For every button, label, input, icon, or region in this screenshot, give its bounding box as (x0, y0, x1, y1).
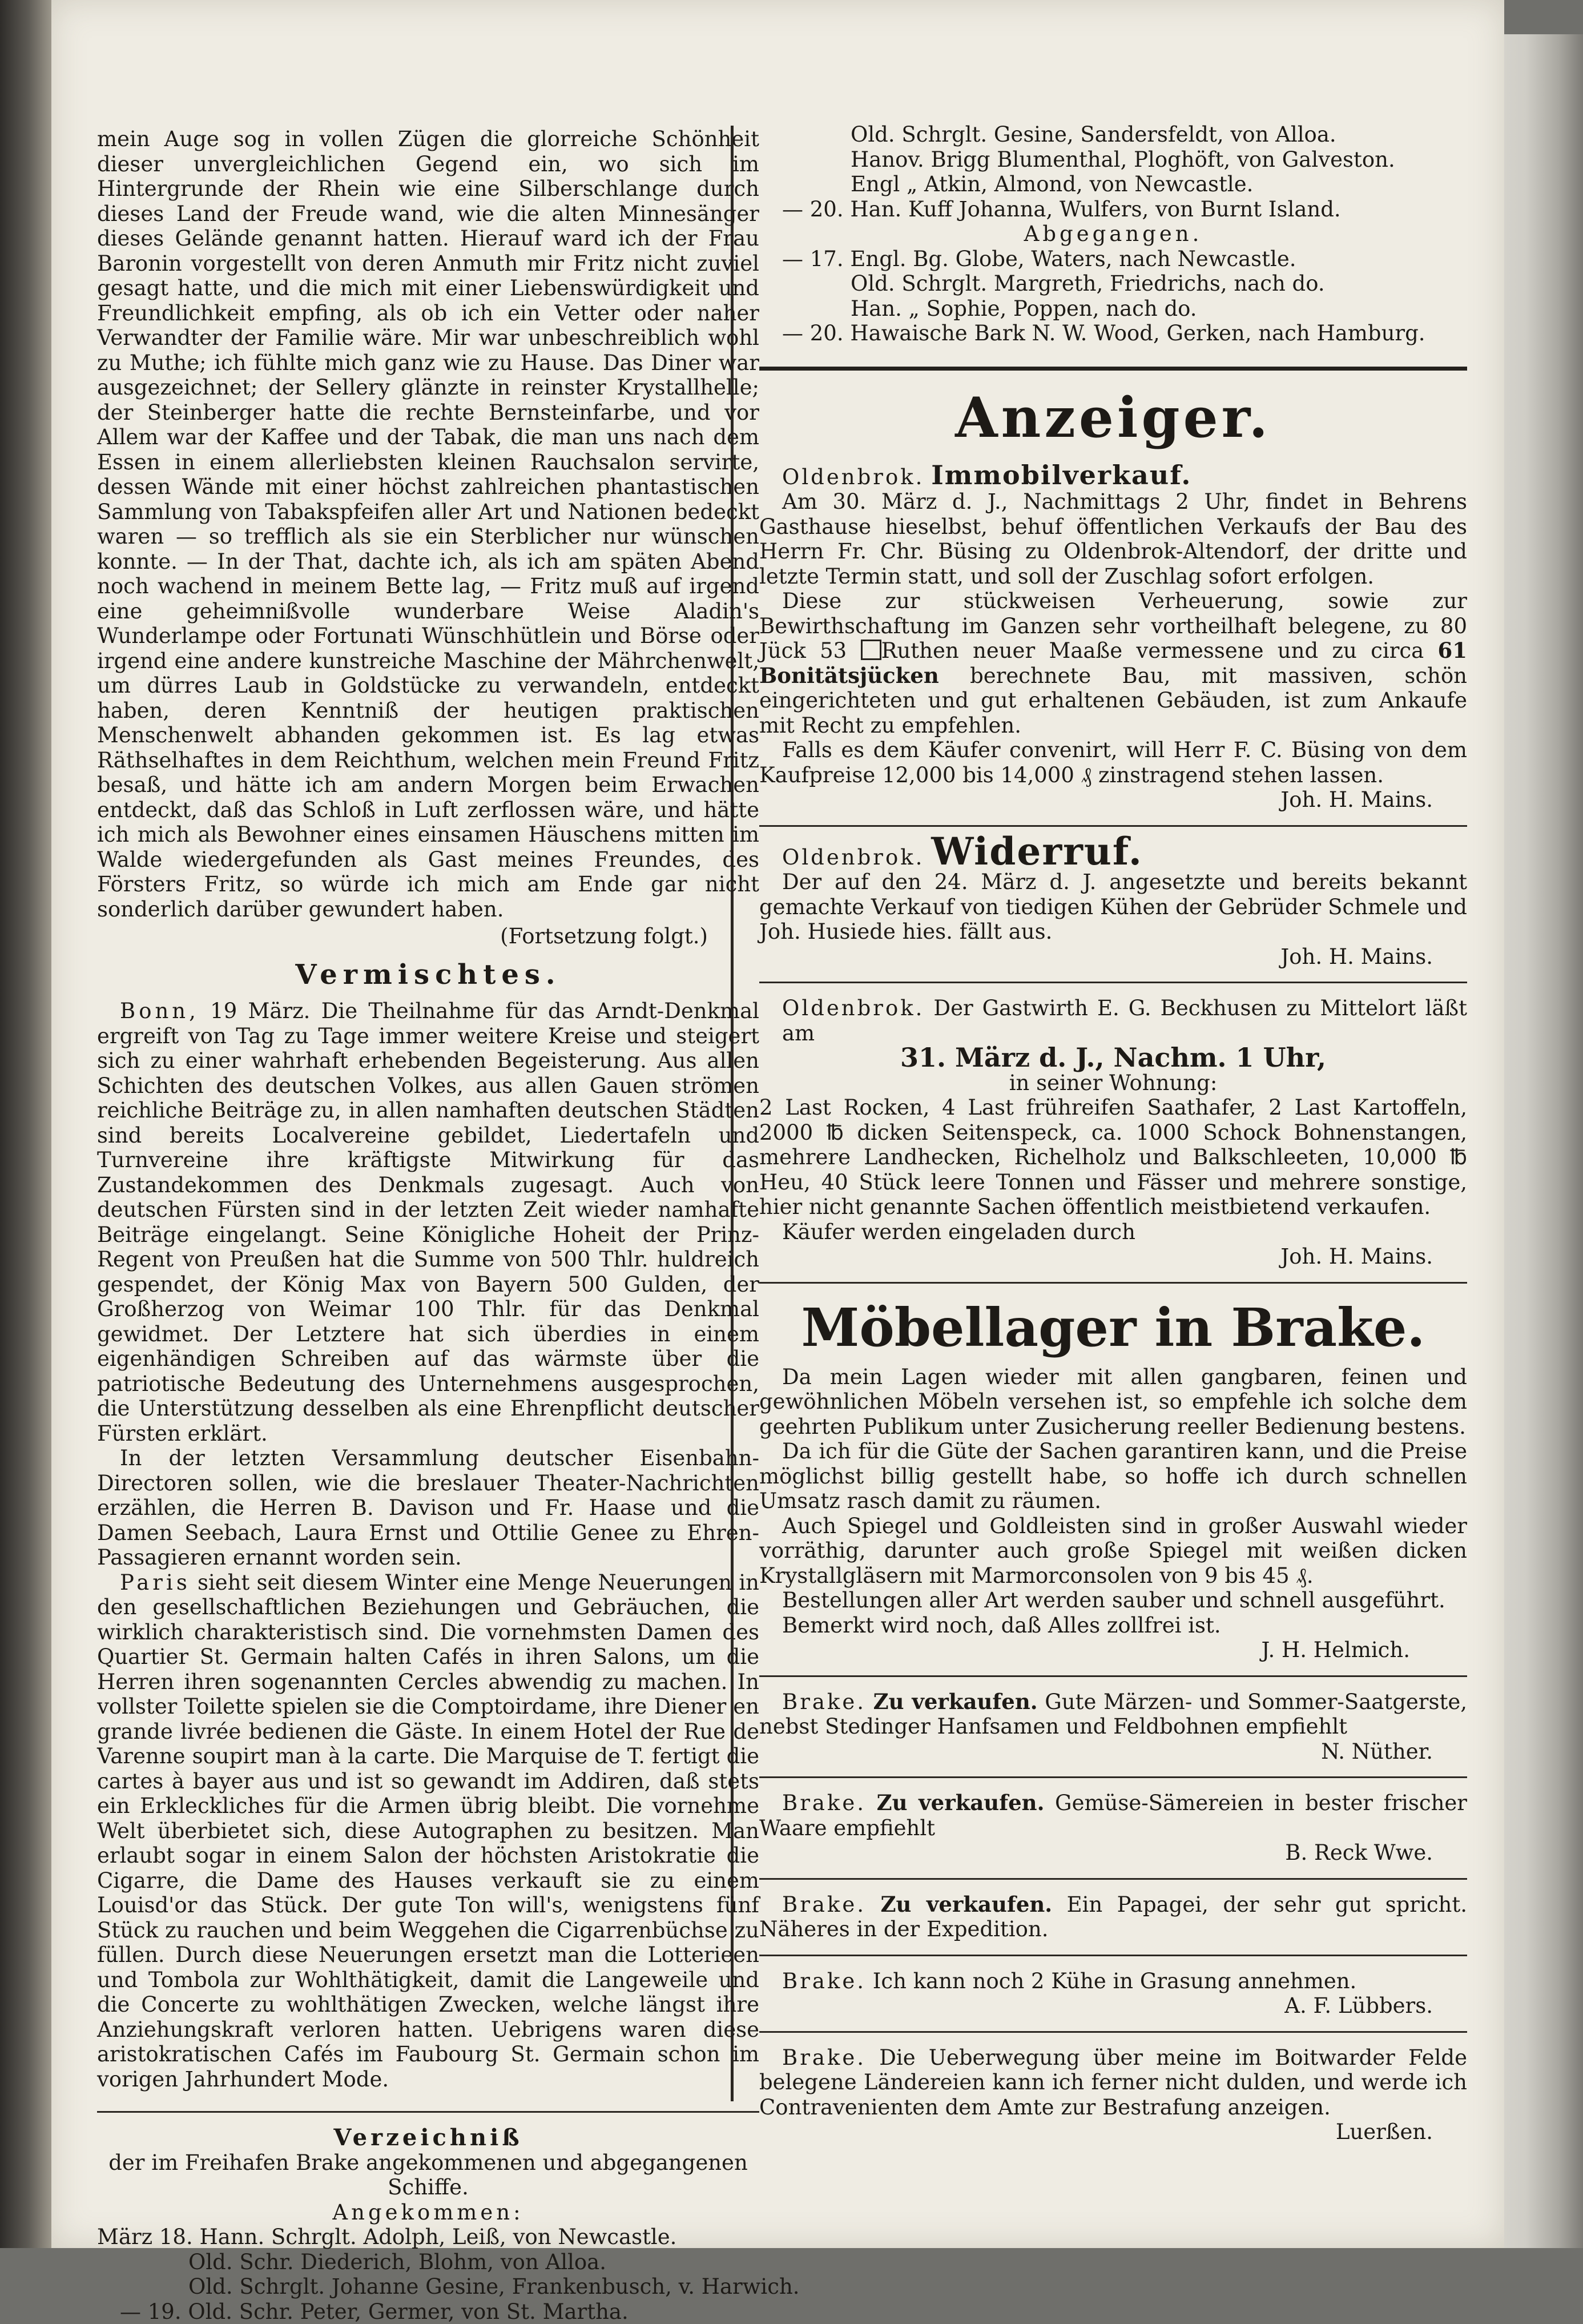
ship-entry: März 18. Hann. Schrglt. Adolph, Leiß, von Newcastle. (97, 2225, 759, 2250)
ad-widerruf (759, 839, 1467, 970)
ship-entry: — 20. Han. Kuff Johanna, Wulfers, von Burnt Island. (759, 197, 1467, 222)
ad-text-part: Die Ueberwegung über meine im Boitwarder Felde belegene Ländereien kann ich ferner nicht dulden, und werde ich Contravenienten dem Amte zur Bestrafung anzeigen. (759, 2045, 1467, 2120)
ad-title: Zu verkaufen. (880, 1892, 1052, 1917)
ad-text: Bemerkt wird noch, daß Alles zollfrei ist. (759, 1613, 1467, 1638)
continuation-note: (Fortsetzung folgt.) (97, 924, 759, 949)
ad-furniture (759, 1296, 1467, 1663)
heavy-rule (759, 367, 1467, 371)
ship-entry: — 17. Engl. Bg. Globe, Waters, nach Newcastle. (759, 247, 1467, 272)
ad-rule (759, 1878, 1467, 1880)
ad-text: Auch Spiegel und Goldleisten sind in großer Auswahl wieder vorräthig, darunter auch große Spiegel mit weißen dicken Krystallgläsern mit Marmorconsolen von 9 bis 45 ₰. (759, 1514, 1467, 1589)
ad-place: Oldenbrok. (782, 996, 924, 1020)
furniture-heading: Möbellager in Brake. (759, 1296, 1467, 1359)
departed-label: Abgegangen. (759, 222, 1467, 247)
story-paragraph: mein Auge sog in vollen Zügen die glorreiche Schönheit dieser unvergleichlichen Gegend ein, wo sich im Hintergrunde der Rhein wie eine Silberschlange durch dieses Land der Freude wand, wie die alten Minnesänger dieses Gelände genannt hatten. Hierauf ward ich der Frau Baronin vorgestellt von deren Anmuth mir Fritz nicht zuviel gesagt hatte, und die mich mit einer Liebenswürdigkeit und Freundlichkeit empfing, als ob ich ein Vetter oder naher Verwandter der Familie wäre. Mir war unbeschreiblich wohl zu Muthe; ich fühlte mich ganz wie zu Hause. Das Diner war ausgezeichnet; der Sellery glänzte in reinster Krystallhelle; der Steinberger hatte die rechte Bernsteinfarbe, und vor Allem war der Kaffee und der Tabak, die man uns nach dem Essen in einem allerliebsten kleinen Rauchsalon servirte, dessen Wände mit einer höchst zahlreichen phantastischen Sammlung von Tabakspfeifen aller Art und Nationen bedeckt waren — so trefflich als sie ein Sterblicher nur wünschen konnte. — In der That, dachte ich, als ich am späten Abend noch wachend in meinem Bette lag, — Fritz muß auf irgend eine geheimnißvolle wunderbare Weise Aladin's Wunderlampe oder Fortunati Wünschhütlein und Börse oder irgend eine andere kunstreiche Maschine der Mährchenwelt, um dürres Laub in Goldstücke zu verwandeln, entdeckt haben, deren Kenntniß der heutigen praktischen Menschenwelt abhanden gekommen ist. Es lag etwas Räthselhaftes in dem Reichthum, welchen mein Freund Fritz besaß, und hätte ich am andern Morgen beim Erwachen entdeckt, daß das Schloß in Luft zerflossen wäre, und hätte ich mich als Bewohner eines einsamen Häuschens mitten im Walde wiedergefunden als Gast meines Freundes, des Försters Fritz, so würde ich mich am Ende gar nicht sonderlich darüber gewundert haben. (97, 127, 759, 922)
misc-heading: Vermischtes. (97, 963, 759, 988)
ad-text: Der auf den 24. März d. J. angesetzte und bereits bekannt gemachte Verkauf von tiedigen Kühen der Gebrüder Schmele und Joh. Husiede hies. fällt aus. (759, 870, 1467, 944)
ad-signature: Joh. H. Mains. (759, 1244, 1467, 1269)
bonn-text: 19 März. Die Theilnahme für das Arndt-Denkmal ergreift von Tag zu Tage immer weitere Kreise und steigert sich zu einer wahrhaft erhebenden Begeisterung. Aus allen Schichten des deutschen Volkes, aus allen Gauen strömen reichliche Beiträge zu, in allen namhaften deutschen Städten sind bereits Localvereine gebildet, Liedertafeln und Turnvereine ihre kräftigste Mitwirkung für das Zustandekommen des Denkmals zugesagt. Auch von deutschen Fürsten sind in der letzten Zeit wieder namhafte Beiträge eingelangt. Seine Königliche Hoheit der Prinz-Regent von Preußen hat die Summe von 500 Thlr. huldreich gespendet, der König Max von Bayern 500 Gulden, der Großherzog von Weimar 100 Thlr. für das Denkmal gewidmet. Der Letztere hat sich überdies in einem eigenhändigen Schreiben auf das wärmste über die patriotische Bedeutung des Unternehmens ausgesprochen, die Unterstützung desselben als eine Ehrenpflicht deutscher Fürsten erklärt. (97, 999, 759, 1446)
auction-location: in seiner Wohnung: (759, 1071, 1467, 1096)
ship-entry: Old. Schr. Diederich, Blohm, von Alloa. (97, 2250, 759, 2275)
ship-entry: Old. Schrglt. Gesine, Sandersfeldt, von Alloa. (759, 122, 1467, 147)
ad-signature: N. Nüther. (759, 1739, 1467, 1764)
ad-signature: B. Reck Wwe. (759, 1840, 1467, 1865)
ship-entry: Han. „ Sophie, Poppen, nach do. (759, 296, 1467, 321)
paris-article (97, 1570, 759, 2092)
left-column (97, 127, 759, 2324)
ad-signature: A. F. Lübbers. (759, 1993, 1467, 2019)
ad-text-part: Ruthen neuer Maaße vermessene und zu circa (881, 638, 1424, 663)
book-spine (0, 0, 51, 2248)
ad-auction (759, 996, 1467, 1269)
newspaper-page (51, 0, 1504, 2248)
ad-rule (759, 2031, 1467, 2033)
ad-title: Immobilverkauf. (931, 460, 1191, 490)
ship-entry: Engl „ Atkin, Almond, von Newcastle. (759, 172, 1467, 197)
ad-text (759, 589, 1467, 738)
ad-cows (759, 1969, 1467, 2019)
bonn-place: Bonn, (120, 999, 199, 1023)
ad-rule (759, 1955, 1467, 1956)
ad-rule (759, 1675, 1467, 1677)
ad-title: Zu verkaufen. (877, 1790, 1045, 1815)
ship-entry: Old. Schrglt. Johanne Gesine, Frankenbusch, v. Harwich. (97, 2274, 759, 2299)
ships-title: Verzeichniß (97, 2125, 759, 2150)
ad-text-part: Gute Märzen- und Sommer-Saatgerste, nebst Stedinger Hanfsamen und Feldbohnen empfiehlt (759, 1690, 1467, 1739)
ship-entry: — 19. Old. Schr. Peter, Germer, von St. Martha. (97, 2299, 759, 2324)
ship-entry: Hanov. Brigg Blumenthal, Ploghöft, von Galveston. (759, 147, 1467, 172)
ad-place: Brake. (782, 2045, 866, 2070)
ad-place: Oldenbrok. (782, 465, 924, 489)
ship-entry: Old. Schrglt. Margreth, Friedrichs, nach do. (759, 271, 1467, 296)
ad-text: Da mein Lagen wieder mit allen gangbaren, feinen und gewöhnlichen Möbeln versehen ist, so empfehle ich solche dem geehrten Publikum unter Zusicherung reeller Bedienung bestens. (759, 1365, 1467, 1440)
ad-sale-vegetables (759, 1791, 1467, 1865)
ad-place: Oldenbrok. (782, 845, 924, 870)
bonn-article (97, 999, 759, 1446)
ad-title: Zu verkaufen. (873, 1689, 1038, 1714)
ad-text: Am 30. März d. J., Nachmittags 2 Uhr, findet in Behrens Gasthause hieselbst, behuf öffentlichen Verkaufs der Bau des Herrn Fr. Chr. Büsing zu Oldenbrok-Altendorf, der dritte und letzte Termin statt, und soll der Zuschlag sofort erfolgen. (759, 489, 1467, 589)
paris-text: sieht seit diesem Winter eine Menge Neuerungen in den gesellschaftlichen Beziehungen und Gebräuchen, die wirklich charakteristisch sind. Die vornehmsten Damen des Quartier St. Germain halten Cafés in ihren Salons, um die Herren ihren sogenannten Cercles abwendig zu machen. In vollster Toilette spielen sie die Comptoirdame, ihre Diener en grande livrée bedienen die Gäste. In einem Hotel der Rue de Varenne soupirt man à la carte. Die Marquise de T. fertigt die cartes à bayer aus und ist so gewandt im Addiren, daß stets ein Erkleckliches für die Armen übrig bleibt. Die vornehme Welt überbietet sich, diese Autographen zu besitzen. Man erlaubt sogar in einem Salon der höchsten Aristokratie die Cigarre, die Dame des Hauses verkauft sie zu einem Louisd'or das Stück. Der gute Ton will's, wenigstens fünf Stück zu rauchen und beim Weggehen die Cigarrenbüchse zu füllen. Durch diese Neuerungen ersetzt man die Lotterieen und Tombola zur Wohlthätigkeit, damit die Langeweile und die Concerte zu wohlthätigen Zwecken, welche längst ihre Anziehungskraft verloren hatten. Uebrigens waren diese aristokratischen Cafés im Faubourg St. Germain schon im vorigen Jahrhundert Mode. (97, 1570, 759, 2092)
ad-text-part: Ein Papagei, der sehr gut spricht. Näheres in der Expedition. (759, 1892, 1467, 1942)
ad-rule (759, 1776, 1467, 1778)
ad-text-part: Diese zur stückweisen Verheuerung, sowie zur Bewirthschaftung im Ganzen sehr vortheilhaft belegene, zu 80 Jück 53 (759, 589, 1467, 663)
section-rule (97, 2111, 759, 2113)
ad-sale-parrot (759, 1892, 1467, 1942)
ad-text: Käufer werden eingeladen durch (759, 1220, 1467, 1245)
ad-immobilverkauf (759, 463, 1467, 813)
ad-rule (759, 825, 1467, 827)
ad-place: Brake. (782, 1791, 866, 1815)
ad-sale-seed (759, 1690, 1467, 1764)
ad-signature: Joh. H. Mains. (759, 787, 1467, 813)
ad-text-part: Der Gastwirth E. G. Beckhusen zu Mittelort läßt am (782, 996, 1467, 1046)
ship-entry: — 20. Hawaische Bark N. W. Wood, Gerken, nach Hamburg. (759, 321, 1467, 346)
ad-text: Da ich für die Güte der Sachen garantiren kann, und die Preise möglichst billig gestellt habe, so hoffe ich durch schnellen Umsatz rasch damit zu räumen. (759, 1439, 1467, 1514)
paris-place: Paris (120, 1570, 191, 1595)
ads-heading: Anzeiger. (759, 387, 1467, 449)
ad-place: Brake. (782, 1969, 866, 1993)
ships-subtitle: der im Freihafen Brake angekommenen und abgegangenen Schiffe. (97, 2150, 759, 2200)
square-ruthen-icon (861, 640, 881, 660)
ad-rule (759, 982, 1467, 983)
ad-text-part: Gemüse-Sämereien in bester frischer Waare empfiehlt (759, 1791, 1467, 1840)
ad-text: Bestellungen aller Art werden sauber und schnell ausgeführt. (759, 1588, 1467, 1613)
ad-place: Brake. (782, 1892, 866, 1917)
ad-signature: Luerßen. (759, 2120, 1467, 2145)
ad-text-part: berechnete Bau, mit massiven, schön eingerichteten und gut erhaltenen Gebäuden, ist zum Ankaufe mit Recht zu empfehlen. (759, 664, 1467, 738)
arrived-label: Angekommen: (97, 2200, 759, 2225)
rail-article: In der letzten Versammlung deutscher Eisenbahn-Directoren sollen, wie die breslauer Theater-Nachrichten erzählen, die Herren B. Davison und Fr. Haase und die Damen Seebach, Laura Ernst und Ottilie Genee zu Ehren-Passagieren ernannt worden sein. (97, 1446, 759, 1570)
right-column (759, 122, 1467, 2149)
ad-text: 2 Last Rocken, 4 Last frühreifen Saathafer, 2 Last Kartoffeln, 2000 ℔ dicken Seitenspeck, ca. 1000 Schock Bohnenstangen, mehrere Landhecken, Richelholz und Balkschleeten, 10,000 ℔ Heu, 40 Stück leere Tonnen und Fässer und mehrere sonstige, hier nicht genannte Sachen öffentlich meistbietend verkaufen. (759, 1095, 1467, 1220)
ad-field (759, 2045, 1467, 2145)
ad-title: Widerruf. (931, 829, 1143, 874)
ad-place: Brake. (782, 1690, 866, 1714)
auction-date: 31. März d. J., Nachm. 1 Uhr, (759, 1046, 1467, 1071)
ad-text: Falls es dem Käufer convenirt, will Herr F. C. Büsing von dem Kaufpreise 12,000 bis 14,000 ₰ zinstragend stehen lassen. (759, 738, 1467, 787)
ad-signature: J. H. Helmich. (759, 1638, 1467, 1663)
ad-signature: Joh. H. Mains. (759, 944, 1467, 970)
bonitaet-highlight: 61 Bonitätsjücken (759, 638, 1467, 688)
ad-rule (759, 1282, 1467, 1284)
ad-text-part: Ich kann noch 2 Kühe in Grasung annehmen. (873, 1969, 1357, 1993)
